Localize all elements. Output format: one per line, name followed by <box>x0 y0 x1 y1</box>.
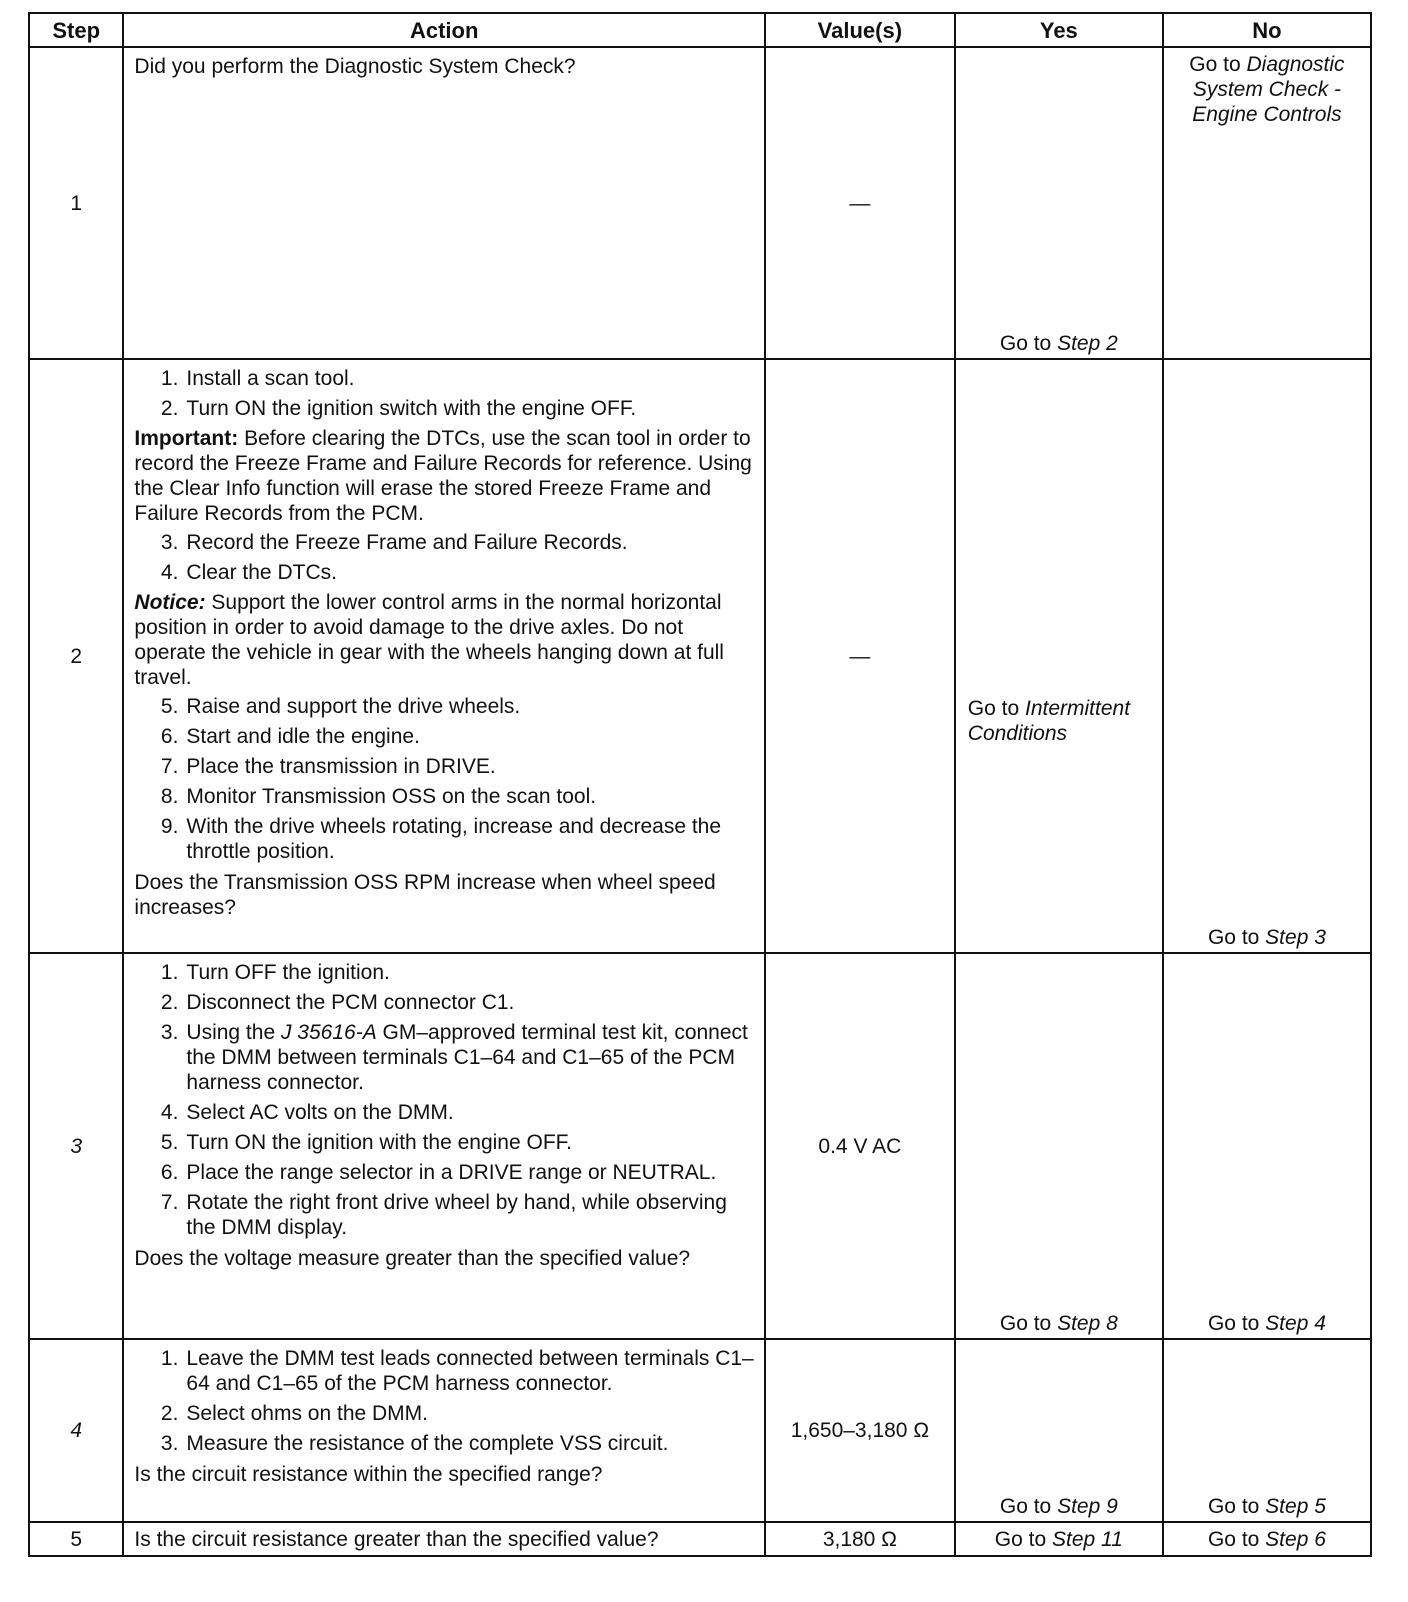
action-question: Does the Transmission OSS RPM increase when wheel speed increases? <box>134 871 716 919</box>
result-prefix: Go to <box>1207 1495 1266 1518</box>
value-cell: 1,650–3,180 Ω <box>765 1339 955 1522</box>
value-cell: — <box>765 359 955 953</box>
step-number: 2 <box>29 359 123 953</box>
result-prefix: Go to <box>967 697 1025 720</box>
list-item: 6. Start and idle the engine. <box>160 725 420 748</box>
step-number: 5 <box>29 1522 123 1556</box>
action-steps <box>134 694 756 864</box>
yes-cell <box>955 1339 1163 1522</box>
list-item: 1. Turn OFF the ignition. <box>160 961 390 984</box>
list-item: 5. Turn ON the ignition with the engine OFF. <box>160 1131 572 1154</box>
no-result <box>1164 48 1370 131</box>
result-target: Diagnostic System Check - Engine Controls <box>1192 53 1345 126</box>
result-target: Step 9 <box>1057 1495 1118 1518</box>
result-prefix: Go to <box>1207 926 1266 949</box>
step-number: 4 <box>29 1339 123 1522</box>
list-item: 4. Clear the DTCs. <box>160 561 337 584</box>
header-values: Value(s) <box>765 13 955 47</box>
action-cell <box>123 953 765 1339</box>
action-cell <box>123 1339 765 1522</box>
no-cell <box>1163 359 1371 953</box>
list-item: 2. Disconnect the PCM connector C1. <box>160 991 515 1014</box>
header-row <box>29 13 1371 47</box>
action-question: Does the voltage measure greater than the specified value? <box>134 1247 691 1270</box>
result-prefix: Go to <box>999 1312 1058 1335</box>
result-prefix: Go to <box>1207 1312 1266 1335</box>
list-item: 1. Leave the DMM test leads connected between terminals C1–64 and C1–65 of the PCM harness connector. <box>160 1347 754 1395</box>
list-item: 7. Rotate the right front drive wheel by hand, while observing the DMM display. <box>160 1191 727 1239</box>
result-target: Step 6 <box>1265 1527 1326 1551</box>
result-prefix: Go to <box>999 332 1058 355</box>
no-cell <box>1163 47 1371 359</box>
list-item: 2. Select ohms on the DMM. <box>160 1402 428 1425</box>
notice-text: Support the lower control arms in the normal horizontal position in order to avoid damage to the drive axles. Do not operate the vehicle in gear with the wheels hanging down at full travel. <box>134 591 724 689</box>
action-cell <box>123 1522 765 1556</box>
value-cell: 0.4 V AC <box>765 953 955 1339</box>
yes-result <box>956 1311 1162 1336</box>
action-cell <box>123 47 765 359</box>
action-question: Is the circuit resistance within the specified range? <box>134 1463 603 1486</box>
important-label: Important: <box>134 427 239 450</box>
yes-result <box>956 331 1162 356</box>
list-item: 4. Select AC volts on the DMM. <box>160 1101 454 1124</box>
result-target: Step 8 <box>1057 1312 1118 1335</box>
list-item: 1. Install a scan tool. <box>160 367 355 390</box>
list-item: 2. Turn ON the ignition switch with the engine OFF. <box>160 397 637 420</box>
header-no: No <box>1163 13 1371 47</box>
step-number: 1 <box>29 47 123 359</box>
table-row-step-3 <box>29 953 1371 1339</box>
list-item: 3. Record the Freeze Frame and Failure Records. <box>160 531 628 554</box>
yes-cell <box>955 359 1163 953</box>
value-cell: 3,180 Ω <box>765 1522 955 1556</box>
action-cell <box>123 359 765 953</box>
no-cell <box>1163 1339 1371 1522</box>
table-row-step-4 <box>29 1339 1371 1522</box>
action-steps <box>134 530 756 585</box>
notice-note <box>134 590 756 690</box>
header-step: Step <box>29 13 123 47</box>
list-item: 3. Measure the resistance of the complete VSS circuit. <box>160 1432 669 1455</box>
yes-cell <box>955 1522 1163 1556</box>
list-item: 9. With the drive wheels rotating, increase and decrease the throttle position. <box>160 815 722 863</box>
yes-result <box>956 1494 1162 1519</box>
result-target: Step 2 <box>1057 332 1118 355</box>
result-target: Step 11 <box>1052 1527 1123 1551</box>
value-cell: — <box>765 47 955 359</box>
result-prefix: Go to <box>1189 53 1247 76</box>
action-steps <box>134 1346 756 1456</box>
no-result <box>1164 1494 1370 1519</box>
table-row-step-5 <box>29 1522 1371 1556</box>
notice-label: Notice: <box>134 591 206 614</box>
action-steps <box>134 366 756 421</box>
header-yes: Yes <box>955 13 1163 47</box>
list-item: 3. Using the J 35616-A GM–approved terminal test kit, connect the DMM between terminals C1–64 and C1–65 of the PCM harness connector. <box>160 1021 748 1094</box>
result-target: Step 4 <box>1265 1312 1326 1335</box>
action-steps <box>134 960 756 1240</box>
list-item: 7. Place the transmission in DRIVE. <box>160 755 496 778</box>
no-cell <box>1163 1522 1371 1556</box>
yes-cell <box>955 953 1163 1339</box>
important-text: Before clearing the DTCs, use the scan tool in order to record the Freeze Frame and Failure Records for reference. Using the Clear Info function will erase the stored Freeze Frame and Failure Records from the PCM. <box>134 427 752 525</box>
table-row-step-1 <box>29 47 1371 359</box>
list-item: 6. Place the range selector in a DRIVE range or NEUTRAL. <box>160 1161 717 1184</box>
result-prefix: Go to <box>994 1527 1052 1551</box>
header-action: Action <box>123 13 765 47</box>
table-row-step-2 <box>29 359 1371 953</box>
action-question: Did you perform the Diagnostic System Check? <box>134 55 576 78</box>
yes-result <box>968 696 1156 746</box>
action-question: Is the circuit resistance greater than the specified value? <box>134 1527 659 1551</box>
step-number: 3 <box>29 953 123 1339</box>
diagnostic-table <box>28 12 1372 1557</box>
list-item: 8. Monitor Transmission OSS on the scan tool. <box>160 785 597 808</box>
no-result <box>1164 925 1370 950</box>
result-prefix: Go to <box>1207 1527 1266 1551</box>
result-target: Step 3 <box>1265 926 1326 949</box>
list-item: 5. Raise and support the drive wheels. <box>160 695 521 718</box>
important-note <box>134 426 756 526</box>
result-target: Step 5 <box>1265 1495 1326 1518</box>
result-target: Intermittent Conditions <box>967 697 1131 745</box>
no-result <box>1164 1311 1370 1336</box>
yes-cell <box>955 47 1163 359</box>
tool-reference: J 35616-A <box>280 1021 377 1044</box>
no-cell <box>1163 953 1371 1339</box>
result-prefix: Go to <box>999 1495 1058 1518</box>
